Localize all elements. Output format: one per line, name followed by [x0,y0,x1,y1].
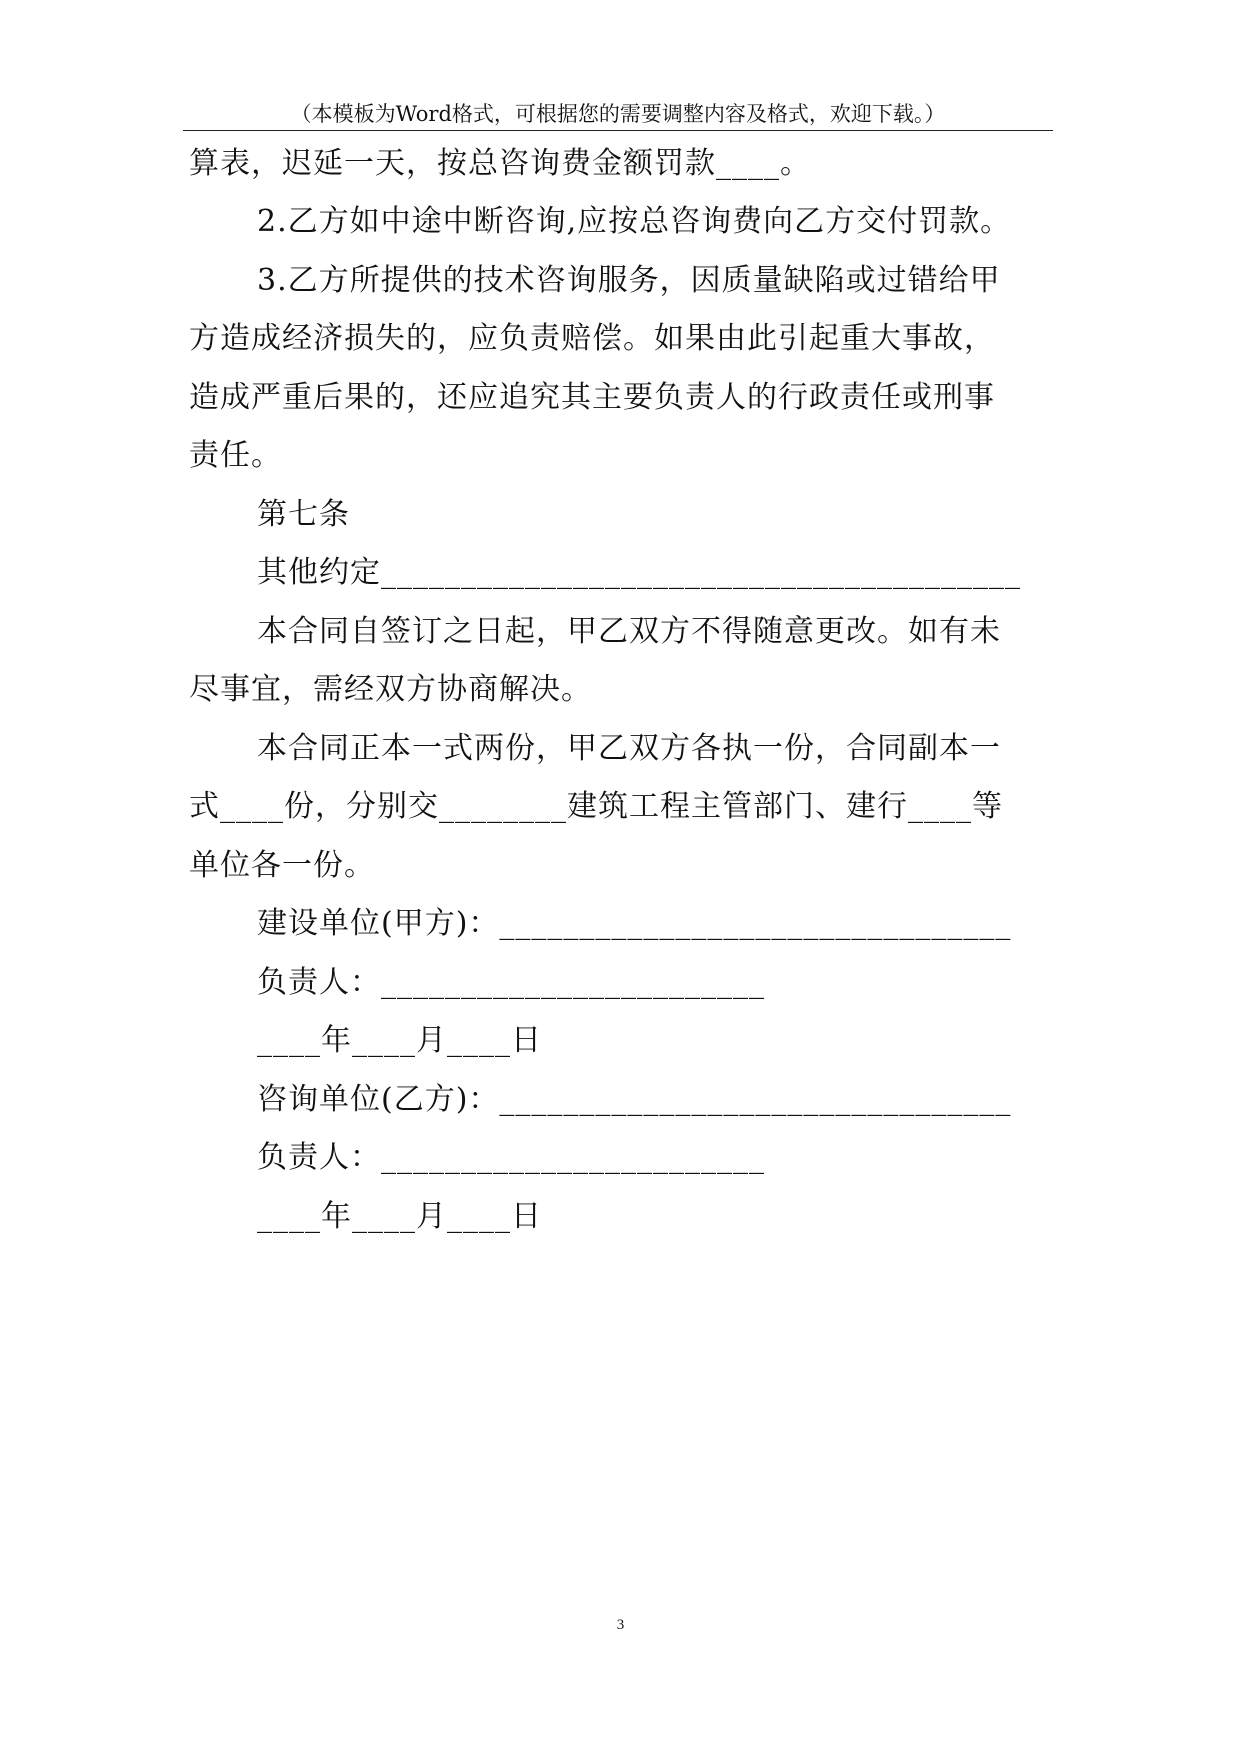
copies-clause: 本合同正本一式两份，甲乙双方各执一份，合同副本一 [257,731,1001,766]
header-divider [183,130,1053,131]
clause-item-3-line-4: 责任。 [189,438,282,473]
penalty-clause-continuation: 算表，迟延一天，按总咨询费金额罚款____。 [189,146,811,181]
clause-item-3: 3.乙方所提供的技术咨询服务，因质量缺陷或过错给甲 [257,263,1001,298]
other-agreements-line: 其他约定________________________________________ [257,555,1021,590]
article-7-heading: 第七条 [257,497,350,532]
template-notice: （本模板为Word格式，可根据您的需要调整内容及格式，欢迎下载。） [290,102,946,126]
page-number: 3 [616,1617,625,1633]
amendment-clause-line-2: 尽事宜，需经双方协商解决。 [189,672,592,707]
copies-clause-line-2: 式____份，分别交________建筑工程主管部门、建行____等 [189,789,1003,824]
clause-item-3-line-3: 造成严重后果的，还应追究其主要负责人的行政责任或刑事 [189,380,995,415]
amendment-clause: 本合同自签订之日起，甲乙双方不得随意更改。如有未 [257,614,1001,649]
party-b-representative-line: 负责人：________________________ [257,1140,765,1175]
clause-item-2: 2.乙方如中途中断咨询,应按总咨询费向乙方交付罚款。 [257,204,1012,239]
party-b-date-line: ____年____月____日 [257,1199,542,1234]
party-a-date-line: ____年____月____日 [257,1023,542,1058]
copies-clause-line-3: 单位各一份。 [189,848,375,883]
party-a-representative-line: 负责人：________________________ [257,965,765,1000]
party-b-signature-line: 咨询单位(乙方)：________________________________ [257,1082,1012,1117]
clause-item-3-line-2: 方造成经济损失的，应负责赔偿。如果由此引起重大事故， [189,321,995,356]
party-a-signature-line: 建设单位(甲方)：________________________________ [257,906,1012,941]
